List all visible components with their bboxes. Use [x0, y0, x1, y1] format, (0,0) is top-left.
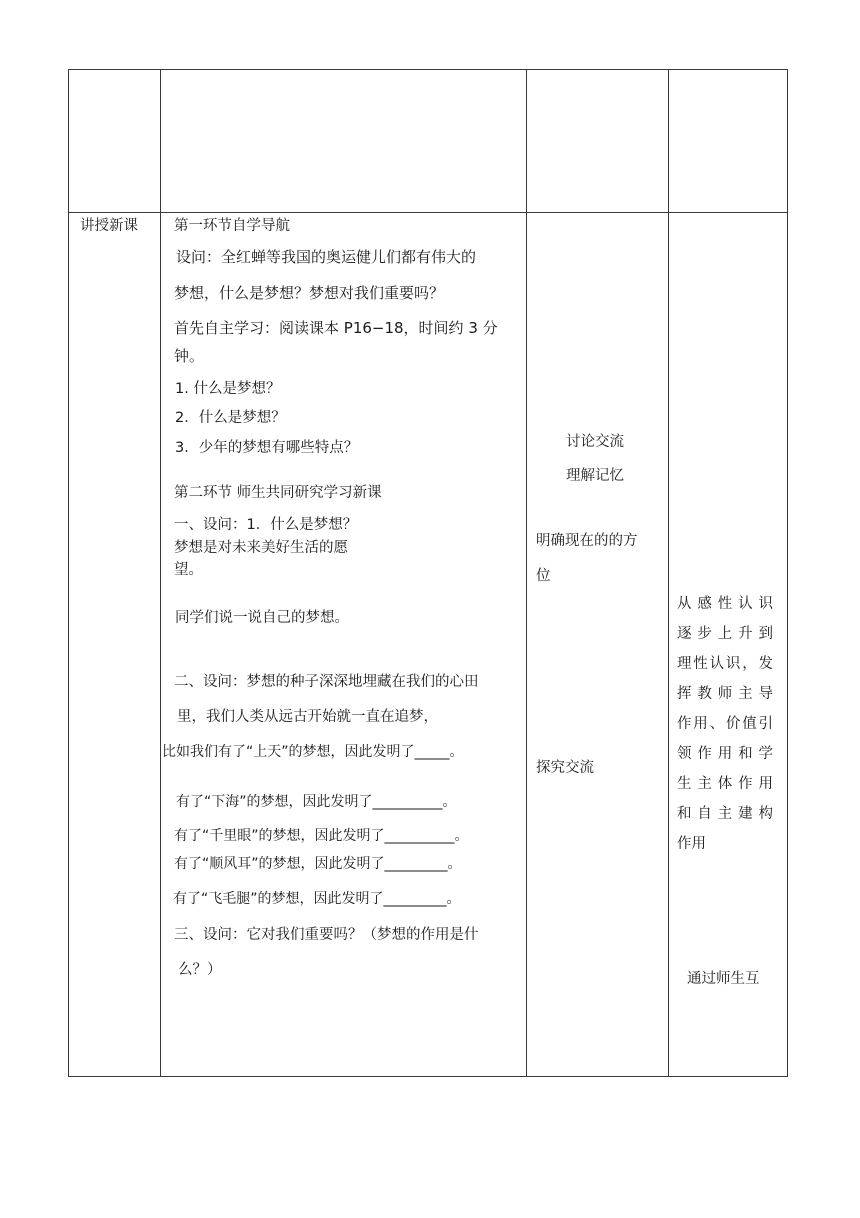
activity-text: 探究交流 — [536, 760, 594, 776]
activity-text: 明确现在的的方 — [536, 533, 638, 549]
question-line: 设问：全红蝉等我国的奥运健儿们都有伟大的 — [176, 248, 477, 266]
section2-title: 第二环节 师生共同研究学习新课 — [174, 485, 382, 501]
table-bottom-border — [68, 1076, 788, 1077]
study-instruction: 钟。 — [174, 347, 205, 365]
design-intent-trailing: 通过师生互 — [687, 971, 760, 987]
row-label: 讲授新课 — [80, 218, 138, 234]
design-intent-line: 理性认识，发 — [677, 656, 773, 672]
part1-question: 一、设问：1．什么是梦想？ — [174, 517, 358, 533]
design-intent-line: 作用 — [677, 836, 706, 852]
study-instruction: 首先自主学习：阅读课本 P16−18，时间约 3 分 — [174, 319, 498, 337]
question-line: 梦想，什么是梦想？梦想对我们重要吗？ — [174, 284, 445, 302]
column-divider — [668, 69, 669, 1077]
section1-title: 第一环节自学导航 — [174, 218, 290, 234]
list-item: 3．少年的梦想有哪些特点？ — [175, 440, 359, 456]
part2-line: 二、设问：梦想的种子深深地埋藏在我们的心田 — [174, 674, 479, 690]
fill-blank-line: 有了“顺风耳”的梦想，因此发明了_________。 — [174, 856, 462, 872]
part1-answer: 望。 — [174, 562, 203, 578]
share-prompt: 同学们说一说自己的梦想。 — [175, 610, 349, 626]
fill-blank-line: 有了“千里眼”的梦想，因此发明了__________。 — [174, 828, 469, 844]
design-intent-line: 从感性认识 — [677, 596, 773, 612]
fill-blank-line: 有了“飞毛腿”的梦想，因此发明了_________。 — [173, 891, 461, 907]
part1-answer: 梦想是对未来美好生活的愿 — [174, 540, 348, 556]
design-intent-line: 和自主建构 — [677, 806, 773, 822]
table-right-border — [787, 69, 788, 1077]
part3-line: 么？） — [178, 962, 222, 978]
activity-text: 理解记忆 — [566, 468, 624, 484]
list-item: 1. 什么是梦想？ — [175, 381, 281, 397]
row-divider — [68, 212, 788, 213]
fill-blank-line: 有了“下海”的梦想，因此发明了__________。 — [176, 794, 457, 810]
part2-line: 里，我们人类从远古开始就一直在追梦， — [177, 709, 438, 725]
table-top-border — [68, 69, 788, 70]
design-intent-line: 挥教师主导 — [677, 686, 773, 702]
design-intent-line: 作用、价值引 — [677, 716, 773, 732]
column-divider — [160, 69, 161, 1077]
activity-text: 位 — [536, 568, 551, 584]
design-intent-line: 逐步上升到 — [677, 626, 773, 642]
fill-blank-line: 比如我们有了“上天”的梦想，因此发明了_____。 — [162, 744, 464, 760]
activity-text: 讨论交流 — [566, 434, 624, 450]
list-item: 2．什么是梦想？ — [175, 410, 286, 426]
column-divider — [526, 69, 527, 1077]
part3-line: 三、设问：它对我们重要吗？（梦想的作用是什 — [174, 927, 479, 943]
column-divider — [68, 69, 69, 1077]
design-intent-line: 生主体作用 — [677, 776, 773, 792]
design-intent-line: 领作用和学 — [677, 746, 773, 762]
